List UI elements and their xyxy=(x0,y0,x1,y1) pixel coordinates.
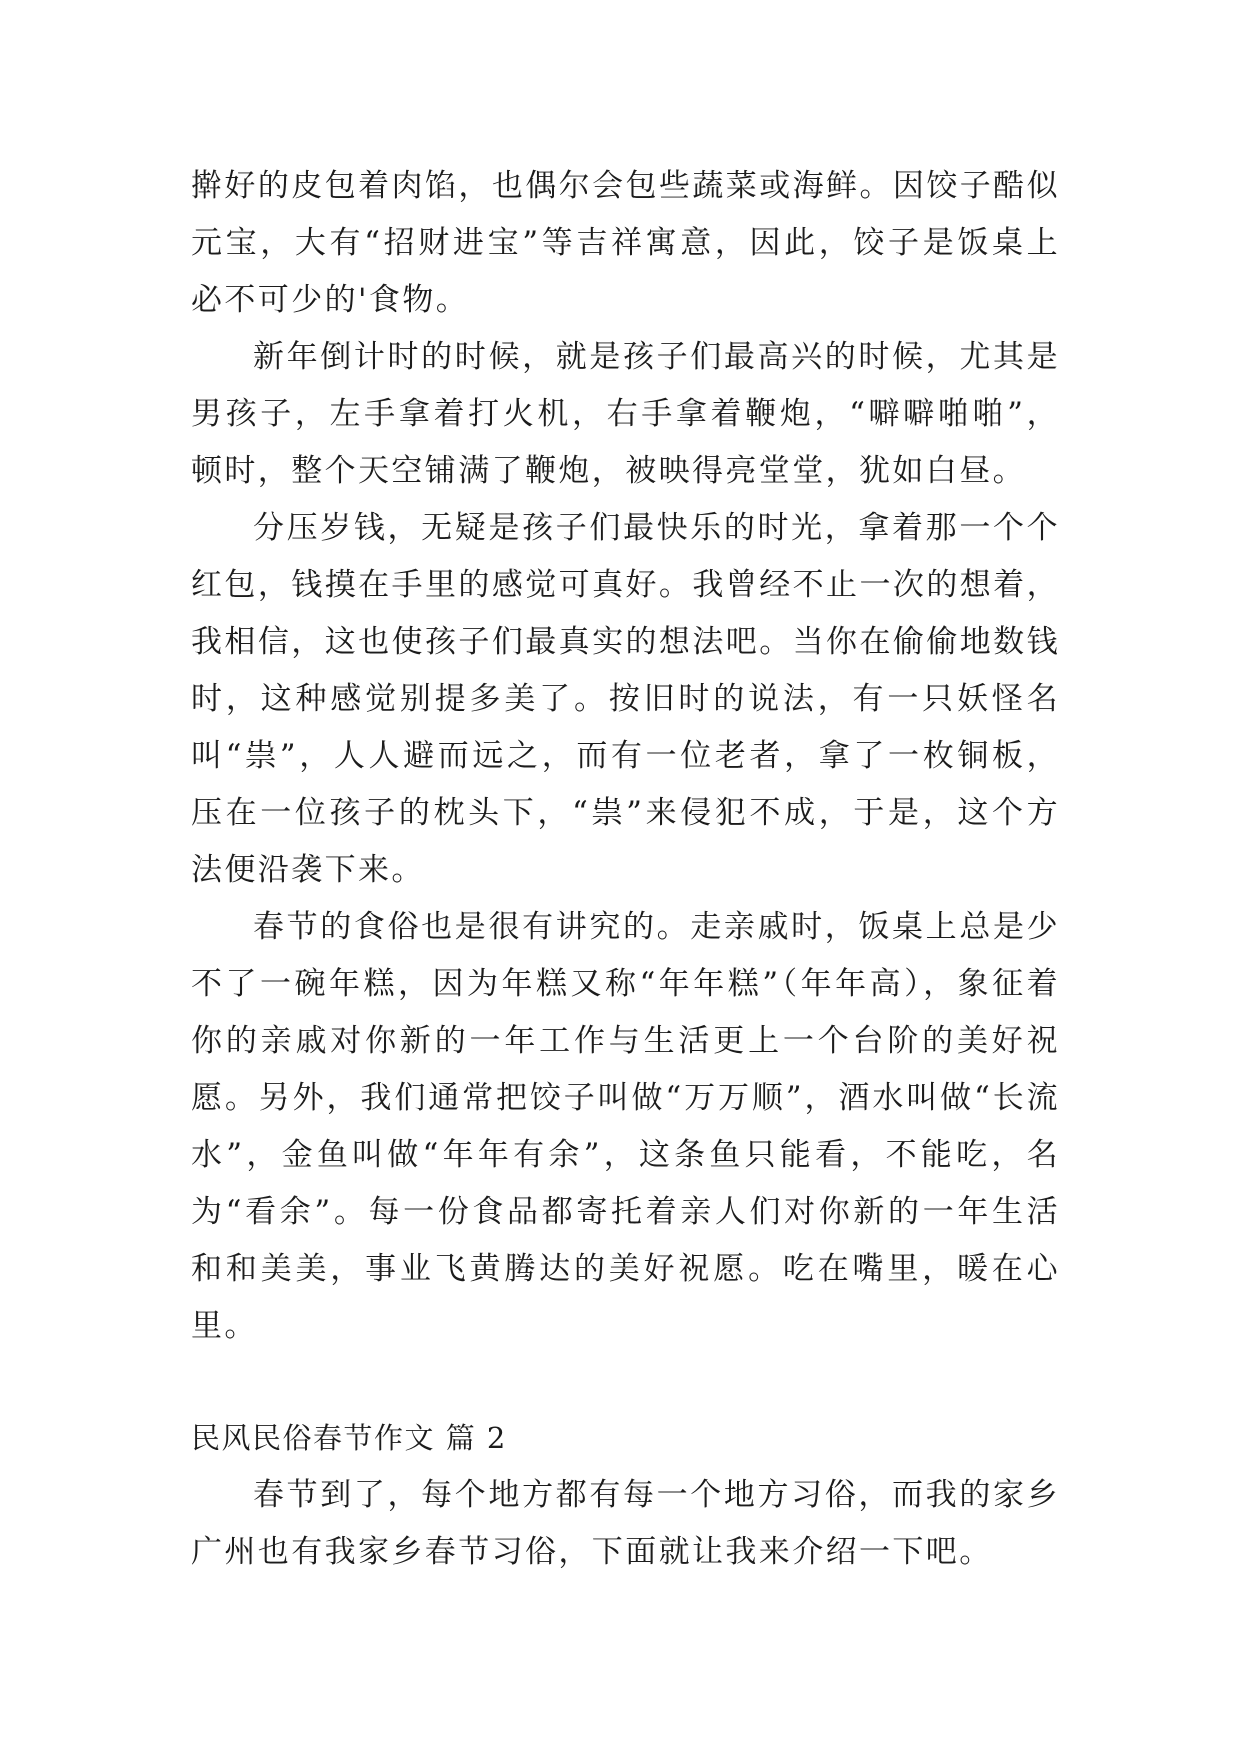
paragraph-dumplings: 擀好的皮包着肉馅，也偶尔会包些蔬菜或海鲜。因饺子酷似元宝，大有“招财进宝”等吉祥寓意，因此，饺子是饭桌上必不可少的'食物。 xyxy=(191,168,1060,318)
paragraph-lucky-money: 分压岁钱，无疑是孩子们最快乐的时光，拿着那一个个红包，钱摸在手里的感觉可真好。我曾经不止一次的想着，我相信，这也使孩子们最真实的想法吧。当你在偷偷地数钱时，这种感觉别提多美了。按旧时的说法，有一只妖怪名叫“祟”，人人避而远之，而有一位老者，拿了一枚铜板，压在一位孩子的枕头下，“祟”来侵犯不成，于是，这个方法便沿袭下来。 xyxy=(191,510,1060,888)
paragraph-food-customs: 春节的食俗也是很有讲究的。走亲戚时，饭桌上总是少不了一碗年糕，因为年糕又称“年年糕”（年年高），象征着你的亲戚对你新的一年工作与生活更上一个台阶的美好祝愿。另外，我们通常把饺子叫做“万万顺”，酒水叫做“长流水”，金鱼叫做“年年有余”，这条鱼只能看，不能吃，名为“看余”。每一份食品都寄托着亲人们对你新的一年生活和和美美，事业飞黄腾达的美好祝愿。吃在嘴里，暖在心里。 xyxy=(191,909,1060,1344)
paragraph-firecrackers: 新年倒计时的时候，就是孩子们最高兴的时候，尤其是男孩子，左手拿着打火机，右手拿着鞭炮，“噼噼啪啪”，顿时，整个天空铺满了鞭炮，被映得亮堂堂，犹如白昼。 xyxy=(191,339,1060,489)
section-heading: 民风民俗春节作文 篇 2 xyxy=(191,1421,507,1455)
paragraph-guangzhou-intro: 春节到了，每个地方都有每一个地方习俗，而我的家乡广州也有我家乡春节习俗，下面就让我来介绍一下吧。 xyxy=(191,1477,1060,1570)
document-page xyxy=(191,158,1060,1581)
